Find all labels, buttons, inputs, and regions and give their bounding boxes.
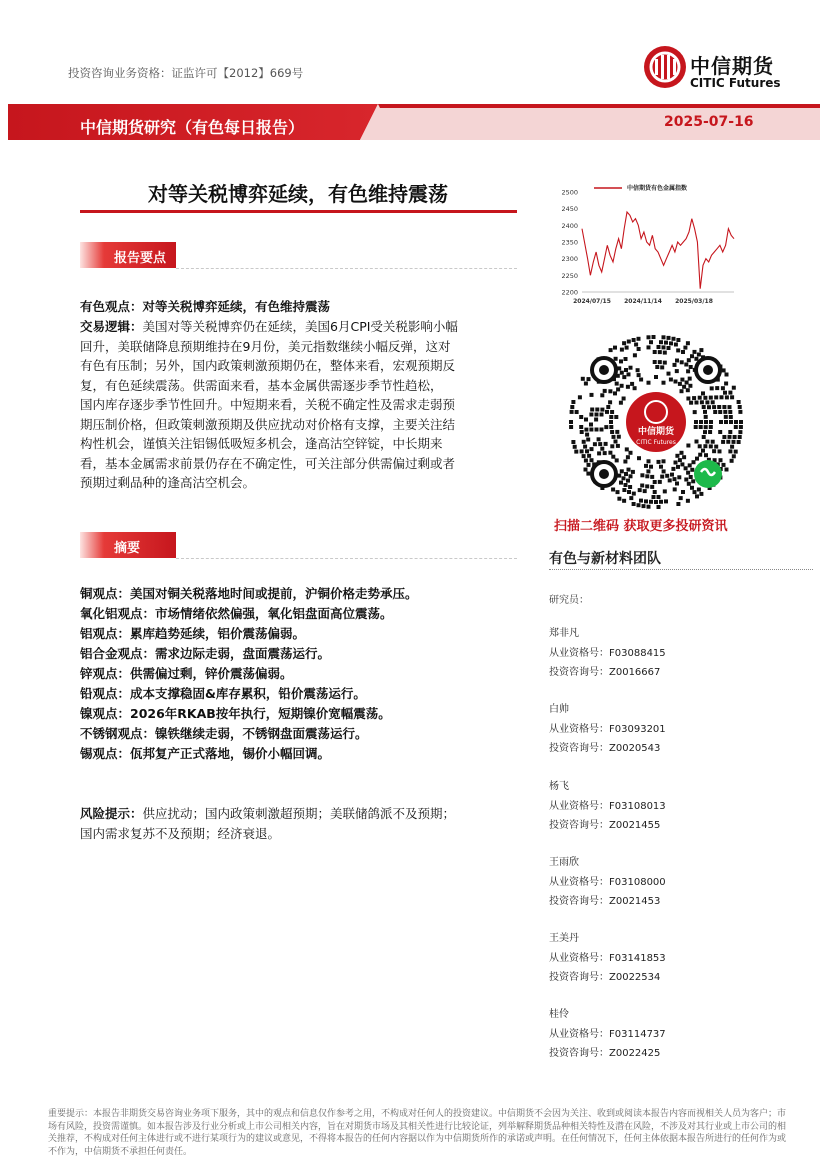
researcher-consult-id: 投资咨询号：Z0021455: [549, 820, 661, 831]
viewpoint: [80, 297, 520, 317]
risk-warning: [80, 804, 520, 844]
researcher-qualification: 从业资格号：F03141853: [549, 952, 666, 964]
viewpoint-label: 有色观点：: [80, 299, 143, 314]
risk-line: 国内需求复苏不及预期；经济衰退。: [80, 826, 281, 841]
researcher-entry: [549, 624, 666, 683]
summary-item: 不锈钢观点：镍铁继续走弱，不锈钢盘面震荡运行。: [80, 726, 368, 741]
section-divider: [176, 268, 517, 269]
researcher-consult-id: 投资咨询号：Z0022425: [549, 1048, 661, 1059]
researcher-entry: [549, 700, 666, 759]
risk-line: 供应扰动；国内政策刺激超预期；美联储鸽派不及预期；: [142, 806, 456, 821]
summary-item: 铝观点：累库趋势延续，铝价震荡偏弱。: [80, 626, 306, 641]
researcher-name: 郑非凡: [549, 628, 579, 639]
report-date: 2025-07-16: [664, 114, 754, 130]
y-tick-label: 2400: [561, 221, 578, 230]
qr-code[interactable]: [566, 332, 746, 512]
logic-line: 美国对等关税博弈仍在延续，美国6月CPI受关税影响小幅: [142, 319, 458, 334]
researcher-name: 王美丹: [549, 933, 579, 944]
banner-title: 中信期货研究（有色每日报告）: [80, 118, 305, 137]
researcher-name: 杨飞: [549, 781, 569, 792]
logic-label: 交易逻辑：: [80, 319, 143, 334]
qr-caption: 扫描二维码 获取更多投研资讯: [554, 519, 728, 534]
logic-line: 看，基本金属需求前景仍存在不确定性，可关注部分供需偏过剩或者: [80, 455, 456, 471]
team-name: 有色与新材料团队: [549, 551, 661, 567]
summary-label: 摘要: [114, 541, 141, 556]
logic-line: 期压制价格，但政策刺激预期及供应扰动对价格有支撑，主要关注结: [80, 416, 456, 432]
researcher-name: 桂伶: [549, 1009, 569, 1020]
researcher-qualification: 从业资格号：F03114737: [549, 1028, 666, 1040]
y-tick-label: 2200: [561, 288, 578, 297]
viewpoint-text: 对等关税博弈延续，有色维持震荡: [142, 299, 331, 314]
risk-label: 风险提示：: [80, 806, 143, 821]
x-tick-label: 2024/11/14: [624, 298, 662, 305]
trade-logic: [80, 317, 520, 493]
y-tick-label: 2450: [561, 205, 578, 214]
section-divider: [176, 558, 517, 559]
y-tick-label: 2250: [561, 271, 578, 280]
summary-item: 氧化铝观点：市场情绪依然偏强，氧化铝盘面高位震荡。: [80, 606, 393, 621]
logo-english-name: CITIC Futures: [690, 76, 781, 90]
citic-logo-icon: [642, 44, 688, 90]
researcher-name: 白帅: [549, 704, 569, 715]
researcher-qualification: 从业资格号：F03108000: [549, 876, 666, 888]
legend-label: 中信期货有色金属指数: [627, 185, 688, 192]
researcher-consult-id: 投资咨询号：Z0022534: [549, 972, 661, 983]
qr-center-name: 中信期货: [637, 427, 675, 437]
x-tick-label: 2024/07/15: [573, 298, 611, 305]
summary-item: 铜观点：美国对铜关税落地时间或提前，沪铜价格走势承压。: [80, 586, 418, 601]
logic-line: 预期过剩品种的逢高沽空机会。: [80, 475, 256, 490]
y-tick-label: 2350: [561, 238, 578, 247]
researcher-entry: [549, 853, 666, 912]
researcher-consult-id: 投资咨询号：Z0016667: [549, 667, 661, 678]
logic-line: 回升，美联储降息预期维持在9月份，美元指数继续小幅反弹，这对: [80, 338, 451, 354]
title-divider: [80, 210, 517, 213]
summary-item: 铅观点：成本支撑稳固&库存累积，铅价震荡运行。: [80, 686, 366, 701]
researcher-qualification: 从业资格号：F03093201: [549, 723, 666, 735]
y-tick-label: 2300: [561, 255, 578, 264]
summary-item: 镍观点：2026年RKAB按年执行，短期镍价宽幅震荡。: [80, 706, 391, 721]
qr-center-en: CITIC Futures: [636, 439, 676, 446]
y-tick-label: 2500: [561, 188, 578, 197]
x-tick-label: 2025/03/18: [675, 298, 713, 305]
summary-item: 锌观点：供需偏过剩，锌价震荡偏弱。: [80, 666, 293, 681]
summary-list: [80, 584, 520, 764]
researcher-qualification: 从业资格号：F03108013: [549, 800, 666, 812]
summary-item: 铝合金观点：需求边际走弱，盘面震荡运行。: [80, 646, 331, 661]
researcher-label: 研究员：: [549, 595, 589, 606]
logo-name: 中信期货: [690, 54, 774, 78]
researcher-consult-id: 投资咨询号：Z0021453: [549, 896, 661, 907]
disclaimer: 重要提示：本报告非期货交易咨询业务项下服务，其中的观点和信息仅作参考之用，不构成对任何人的投资建议。中信期货不会因为关注、收到或阅读本报告内容而视相关人员为客户；市场有风险，投资需谨慎。如本报告涉及行业分析或上市公司相关内容，旨在对期货市场及其相关性进行比较论证，列举解释期货品种相关特性及潜在风险，不涉及对其行业或上市公司的相关推荐，不构成对任何主体进行或不进行某项行为的建议或意见，不得将本报告的任何内容据以作为中信期货所作的承诺或声明。在任何情况下，任何主体依据本报告所进行的任何作为或不作为，中信期货不承担任何责任。: [48, 1109, 787, 1157]
researcher-entry: [549, 929, 666, 988]
license-text: 投资咨询业务资格：证监许可【2012】669号: [68, 66, 304, 80]
logic-line: 复，有色延续震荡。供需面来看，基本金属供需逐步季节性趋松，: [80, 377, 443, 393]
metals-index-chart: [548, 180, 748, 315]
researcher-name: 王雨欣: [549, 857, 579, 868]
researcher-entry: [549, 1005, 666, 1064]
logic-line: 国内库存逐步季节性回升。中短期来看，关税不确定性及需求走弱预: [80, 397, 456, 412]
researcher-entry: [549, 777, 666, 836]
series-line: [582, 212, 734, 289]
key-points-label: 报告要点: [114, 251, 167, 266]
researcher-consult-id: 投资咨询号：Z0020543: [549, 743, 661, 754]
researcher-qualification: 从业资格号：F03088415: [549, 647, 666, 659]
team-divider: [549, 569, 813, 570]
logic-line: 有色有压制；另外，国内政策刺激预期仍在，整体来看，宏观预期反: [80, 358, 456, 373]
report-title: 对等关税博弈延续，有色维持震荡: [148, 182, 448, 206]
logic-line: 构性机会，谨慎关注铝锡低吸短多机会，逢高沽空锌锭，中长期来: [80, 436, 443, 451]
summary-item: 锡观点：佤邦复产正式落地，锡价小幅回调。: [80, 746, 331, 761]
